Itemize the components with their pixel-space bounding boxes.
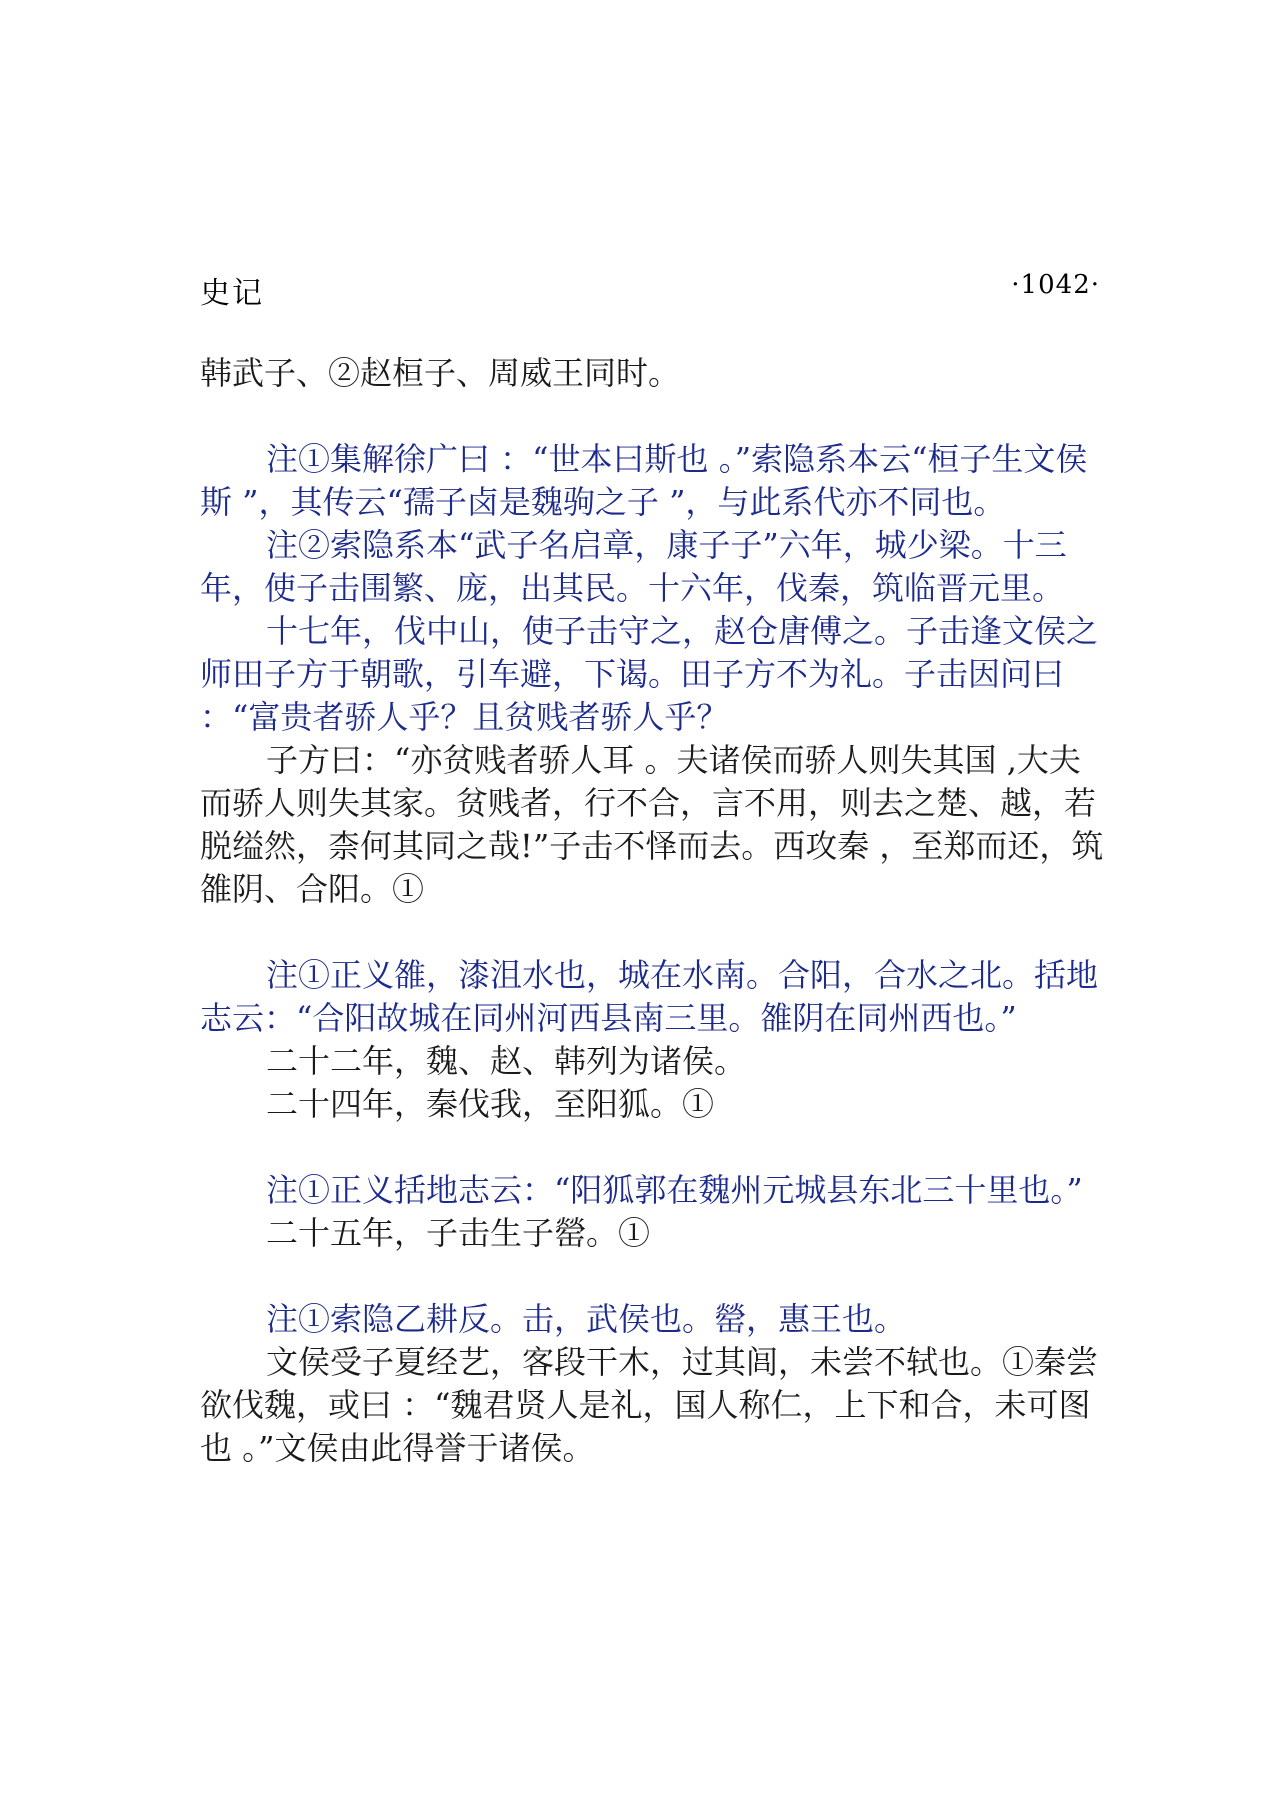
- main-text-paragraph: 韩武子、②赵桓子、周威王同时。: [200, 354, 681, 392]
- page-number: ·1042·: [1011, 270, 1100, 300]
- paragraph-gap: [200, 1255, 1110, 1298]
- main-text-paragraph: 文侯受子夏经艺，客段干木，过其闾，未尝不轼也。①秦尝欲伐魏，或曰 ：“魏君贤人是礼，国人称仁，上下和合，未可图也 。”文侯由此得誉于诸侯。: [200, 1343, 1099, 1467]
- annotation-paragraph: 注①索隐乙耕反。击，武侯也。罃，惠王也。: [266, 1300, 907, 1338]
- annotation-paragraph: 注①正义括地志云：“阳狐郭在魏州元城县东北三十里也。”: [266, 1171, 1083, 1209]
- paragraph-gap: [200, 1126, 1110, 1169]
- book-title: 史记: [200, 276, 264, 311]
- annotation-paragraph: 十七年，伐中山，使子击守之，赵仓唐傅之。子击逢文侯之师田子方于朝歌，引车避，下谒。田子方不为礼。子击因问曰 ：“富贵者骄人乎？且贫贱者骄人乎？: [200, 612, 1099, 736]
- main-text-paragraph: 子方曰：“亦贫贱者骄人耳 。夫诸侯而骄人则失其国 ,大夫而骄人则失其家。贫贱者，行不合，言不用，则去之楚、越，若脱缢然，柰何其同之哉!”子击不怿而去。西攻秦 ，至郑而还，筑雒阴、合阳。①: [200, 741, 1104, 908]
- page-body: [200, 352, 1110, 1470]
- page-header: [200, 268, 1100, 312]
- paragraph-gap: [200, 395, 1110, 438]
- main-text-paragraph: 二十二年，魏、赵、韩列为诸侯。: [266, 1042, 747, 1080]
- annotation-paragraph: 注①集解徐广曰 ：“世本曰斯也 。”索隐系本云“桓子生文侯斯 ”，其传云“孺子卤是魏驹之子 ”，与此系代亦不同也。: [200, 440, 1088, 521]
- main-text-paragraph: 二十五年，子击生子罃。①: [266, 1214, 651, 1252]
- main-text-paragraph: 二十四年，秦伐我，至阳狐。①: [266, 1085, 715, 1123]
- annotation-paragraph: 注①正义雒，漆沮水也，城在水南。合阳，合水之北。括地志云：“合阳故城在同州河西县南三里。雒阴在同州西也。”: [200, 956, 1099, 1037]
- annotation-paragraph: 注②索隐系本“武子名启章，康子子”六年，城少梁。十三年，使子击围繁、庞，出其民。十六年，伐秦，筑临晋元里。: [200, 526, 1067, 607]
- paragraph-gap: [200, 911, 1110, 954]
